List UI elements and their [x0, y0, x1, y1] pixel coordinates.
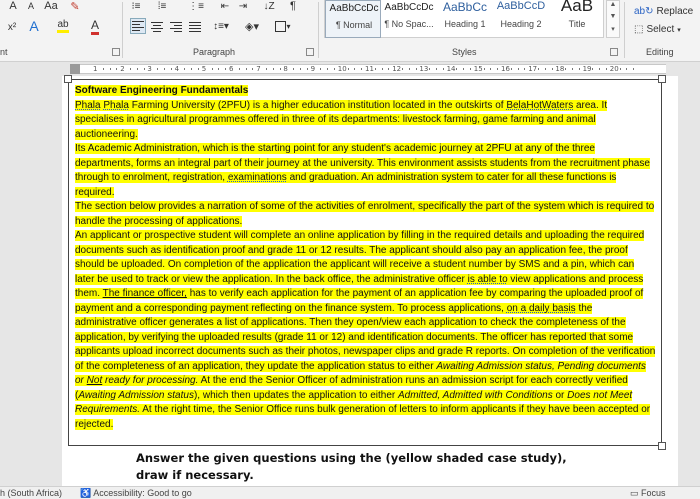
styles-gallery[interactable]: [324, 0, 604, 38]
ribbon: [0, 0, 700, 62]
ruler-number: 7: [256, 65, 261, 73]
editing-group-label: Editing: [646, 47, 674, 57]
ruler-number: 18: [555, 65, 565, 73]
ruler-tick: [524, 68, 525, 70]
numbering-icon[interactable]: ⁞≡: [157, 0, 167, 12]
ruler-tick: [320, 68, 321, 70]
ruler-tick: [620, 68, 621, 70]
paragraph-section[interactable]: The section below provides a narration of some of the activities of enrolment, specifically the part of the system which is required to handle the processing of applications.: [75, 201, 655, 227]
ruler-tick: [239, 68, 240, 70]
language-status[interactable]: h (South Africa): [0, 488, 63, 498]
clear-format-icon[interactable]: ✎: [70, 0, 80, 13]
ruler-tick: [361, 68, 362, 70]
style-title[interactable]: [549, 0, 605, 38]
ruler-number: 4: [174, 65, 180, 73]
ruler-tick: [436, 68, 437, 70]
font-color-button[interactable]: [86, 18, 104, 34]
style-name: Title: [568, 19, 586, 29]
ruler-number: 6: [229, 65, 234, 73]
ruler-tick: [511, 68, 512, 70]
text-effects-button[interactable]: A: [29, 18, 39, 34]
ruler-number: 5: [201, 65, 207, 73]
ruler-tick: [375, 68, 376, 70]
styles-dialog-launcher[interactable]: [610, 48, 618, 56]
cursor-icon: ⬚: [634, 24, 644, 35]
ruler-tick: [103, 68, 104, 70]
ruler-tick: [579, 68, 580, 70]
style-heading-2[interactable]: [493, 0, 549, 38]
ruler-tick: [490, 68, 491, 70]
resize-handle-top-left[interactable]: [64, 75, 72, 83]
ruler-tick: [334, 68, 335, 70]
ruler-tick: [633, 68, 634, 70]
style-no-spacing[interactable]: [381, 0, 437, 38]
paragraph-process[interactable]: An applicant or prospective student will complete an online application by filling in the required details and uploading the required documents such as identification proof and grade 11 or 12 results. The applicant should also pay an application fee, the proof should be uploaded. On completion of the application the applicant will receive a student number by SMS and a pin, which can later be used to track or view the application. In the back office, the administrative officer is able to view applications and process them. The finance officer, has to verify each application for the payment of an application fee by comparing the uploaded proof of payment and a corresponding payment reflecting on the finance system. To process applications, on a daily basis the administrative officer generates a list of applications. Then they open/view each application to check the completeness of the application, by verifying the uploaded results (grade 11 or 12) and identification documents. The officer has reported that some applicants upload incorrect documents such as their photos, newspaper clips and grade R reports. On completion of the verification of the completeness of an application, they update the application status to either Awaiting Admission status, Pending documents or Not ready for processing. At the end the Senior Officer of administration runs an admission script for each correctly verified (Awaiting Admission status), which then updates the application to either Admitted, Admitted with Conditions or Does not Meet Requirements. At the right time, the Senior Office runs bulk generation of letters to inform applicants if they have been accepted or rejected.: [75, 230, 656, 430]
align-left-icon[interactable]: [130, 18, 146, 34]
ruler-number: 20: [609, 65, 619, 73]
style-normal[interactable]: [325, 0, 381, 38]
document-page[interactable]: [62, 76, 678, 486]
ruler-tick: [599, 68, 600, 70]
font-color-icon: A: [91, 18, 99, 35]
ruler-number: 1: [93, 65, 98, 73]
ruler-tick: [137, 68, 138, 70]
style-preview: AaBbCcDc: [384, 2, 434, 13]
replace-button[interactable]: [634, 6, 693, 17]
ruler-number: 3: [147, 65, 152, 73]
ruler-tick: [470, 68, 471, 70]
replace-label: Replace: [656, 6, 694, 17]
multilevel-list-icon[interactable]: ⋮≡: [188, 0, 204, 12]
ruler-tick: [443, 68, 444, 70]
horizontal-ruler[interactable]: [0, 62, 700, 76]
chevron-down-icon[interactable]: ▼: [609, 13, 617, 20]
change-case-button[interactable]: Aa: [44, 0, 58, 12]
ruler-tick: [606, 68, 607, 70]
ruler-tick: [327, 68, 328, 70]
ruler-tick: [409, 68, 410, 70]
ruler-number: 12: [392, 65, 402, 73]
ruler-tick: [293, 68, 294, 70]
ruler-tick: [225, 68, 226, 70]
align-center-icon[interactable]: [151, 20, 165, 32]
ruler-tick: [110, 68, 111, 70]
paragraph-administration[interactable]: Its Academic Administration, which is the starting point for any student's academic journey at 2PFU at any of the three departments, forms an integral part of their journey at the university. This environment assists students from the recruitment phase through to enrolment, registration, examinations and graduation. An administration system to cater for all these functions is required.: [75, 143, 650, 198]
style-preview: AaB: [560, 0, 594, 15]
ruler-tick: [592, 68, 593, 70]
superscript-button[interactable]: x²: [7, 21, 17, 33]
ruler-tick: [402, 68, 403, 70]
shading-icon[interactable]: ◈▾: [245, 20, 259, 33]
highlight-button[interactable]: [54, 18, 72, 34]
ruler-tick: [273, 68, 274, 70]
select-button[interactable]: [634, 24, 681, 35]
shrink-font-button[interactable]: A: [27, 1, 34, 11]
style-heading-1[interactable]: [437, 0, 493, 38]
style-name: ¶ Normal: [335, 20, 373, 30]
paragraph-group-label: Paragraph: [193, 47, 236, 57]
accessibility-status[interactable]: [80, 488, 192, 499]
ruler-tick: [171, 68, 172, 70]
borders-icon[interactable]: ▾: [272, 18, 294, 34]
ruler-tick: [416, 68, 417, 70]
document-title[interactable]: Software Engineering Fundamentals: [75, 85, 249, 96]
resize-handle-top-right[interactable]: [658, 75, 666, 83]
sort-icon[interactable]: ↓Z: [263, 0, 275, 12]
ruler-tick: [348, 68, 349, 70]
ruler-number: 19: [582, 65, 592, 73]
ruler-tick: [130, 68, 131, 70]
ruler-number: 14: [446, 65, 456, 73]
ruler-tick: [518, 68, 519, 70]
ruler-number: 9: [310, 65, 316, 73]
chevron-down-icon: ▾: [677, 26, 681, 34]
focus-icon: ▭: [630, 488, 639, 498]
ruler-tick: [552, 68, 553, 70]
ruler-tick: [545, 68, 546, 70]
ruler-tick: [497, 68, 498, 70]
ruler-tick: [212, 68, 213, 70]
font-group-label: nt: [0, 47, 8, 57]
paragraph-dialog-launcher[interactable]: [306, 48, 314, 56]
ruler-tick: [307, 68, 308, 70]
ruler-tick: [280, 68, 281, 70]
ruler-number: 2: [120, 65, 125, 73]
ruler-tick: [382, 68, 383, 70]
accessibility-icon: ♿: [80, 488, 92, 498]
ruler-tick: [456, 68, 457, 70]
select-label: Select: [646, 24, 675, 35]
styles-group-label: Styles: [452, 47, 477, 57]
ruler-tick: [116, 68, 117, 70]
ruler-tick: [484, 68, 485, 70]
ruler-number: 10: [337, 65, 347, 73]
ruler-tick: [463, 68, 464, 70]
style-name: ¶ No Spac...: [384, 19, 434, 29]
styles-gallery-scroll[interactable]: [606, 0, 620, 38]
style-preview: AaBbCc: [442, 0, 488, 14]
bullets-icon[interactable]: ⁝≡: [131, 0, 141, 12]
ruler-tick: [198, 68, 199, 70]
chevron-up-icon[interactable]: ▲: [609, 1, 617, 8]
grow-font-button[interactable]: A: [9, 0, 17, 12]
increase-indent-icon[interactable]: ⇥: [238, 0, 248, 12]
status-bar: [0, 486, 700, 499]
ruler-number: 13: [419, 65, 429, 73]
focus-label: Focus: [641, 488, 666, 498]
justify-icon[interactable]: [189, 20, 203, 32]
style-name: Heading 2: [500, 19, 542, 29]
ruler-tick: [429, 68, 430, 70]
ruler-number: 8: [283, 65, 288, 73]
ruler-tick: [538, 68, 539, 70]
ruler-tick: [626, 68, 627, 70]
ruler-tick: [157, 68, 158, 70]
show-formatting-icon[interactable]: ¶: [290, 0, 296, 12]
ruler-tick: [354, 68, 355, 70]
line-spacing-icon[interactable]: ↕≡▾: [213, 20, 229, 32]
ruler-number: 11: [365, 65, 374, 73]
ruler-tick: [565, 68, 566, 70]
decrease-indent-icon[interactable]: ⇤: [220, 0, 230, 12]
style-preview: AaBbCcD: [496, 0, 546, 12]
case-study-text-box[interactable]: [68, 79, 662, 446]
ruler-tick: [300, 68, 301, 70]
more-styles-icon[interactable]: ▾: [611, 26, 615, 33]
ruler-tick: [388, 68, 389, 70]
style-preview: AaBbCcDc: [329, 3, 379, 14]
resize-handle-bottom-right[interactable]: [658, 442, 666, 450]
highlight-icon: ab: [57, 19, 68, 33]
focus-button[interactable]: [630, 488, 666, 499]
ruler-tick: [184, 68, 185, 70]
ruler-number: 16: [501, 65, 510, 73]
replace-icon: ab↻: [634, 6, 654, 17]
ruler-tick: [218, 68, 219, 70]
align-right-icon[interactable]: [170, 20, 184, 32]
font-dialog-launcher[interactable]: [112, 48, 120, 56]
ruler-number: 15: [473, 65, 483, 73]
ruler-number: 17: [528, 65, 538, 73]
ruler-tick: [164, 68, 165, 70]
ruler-tick: [144, 68, 145, 70]
ruler-indent-marker[interactable]: [70, 64, 80, 74]
ruler-tick: [191, 68, 192, 70]
accessibility-label: Accessibility: Good to go: [93, 488, 192, 498]
question-instruction[interactable]: Answer the given questions using the (yellow shaded case study), draw if necessary.: [136, 451, 567, 482]
ruler-tick: [252, 68, 253, 70]
ruler-tick: [246, 68, 247, 70]
ruler-tick: [572, 68, 573, 70]
style-name: Heading 1: [444, 19, 486, 29]
paragraph-intro[interactable]: Phala Phala Farming University (2PFU) is a higher education institution located in the outskirts of BelaHotWaters area. It specialises in agricultural programmes offered in three of its departments: livestock farming, game farming and animal auctioneering.: [75, 99, 608, 140]
ruler-tick: [266, 68, 267, 70]
